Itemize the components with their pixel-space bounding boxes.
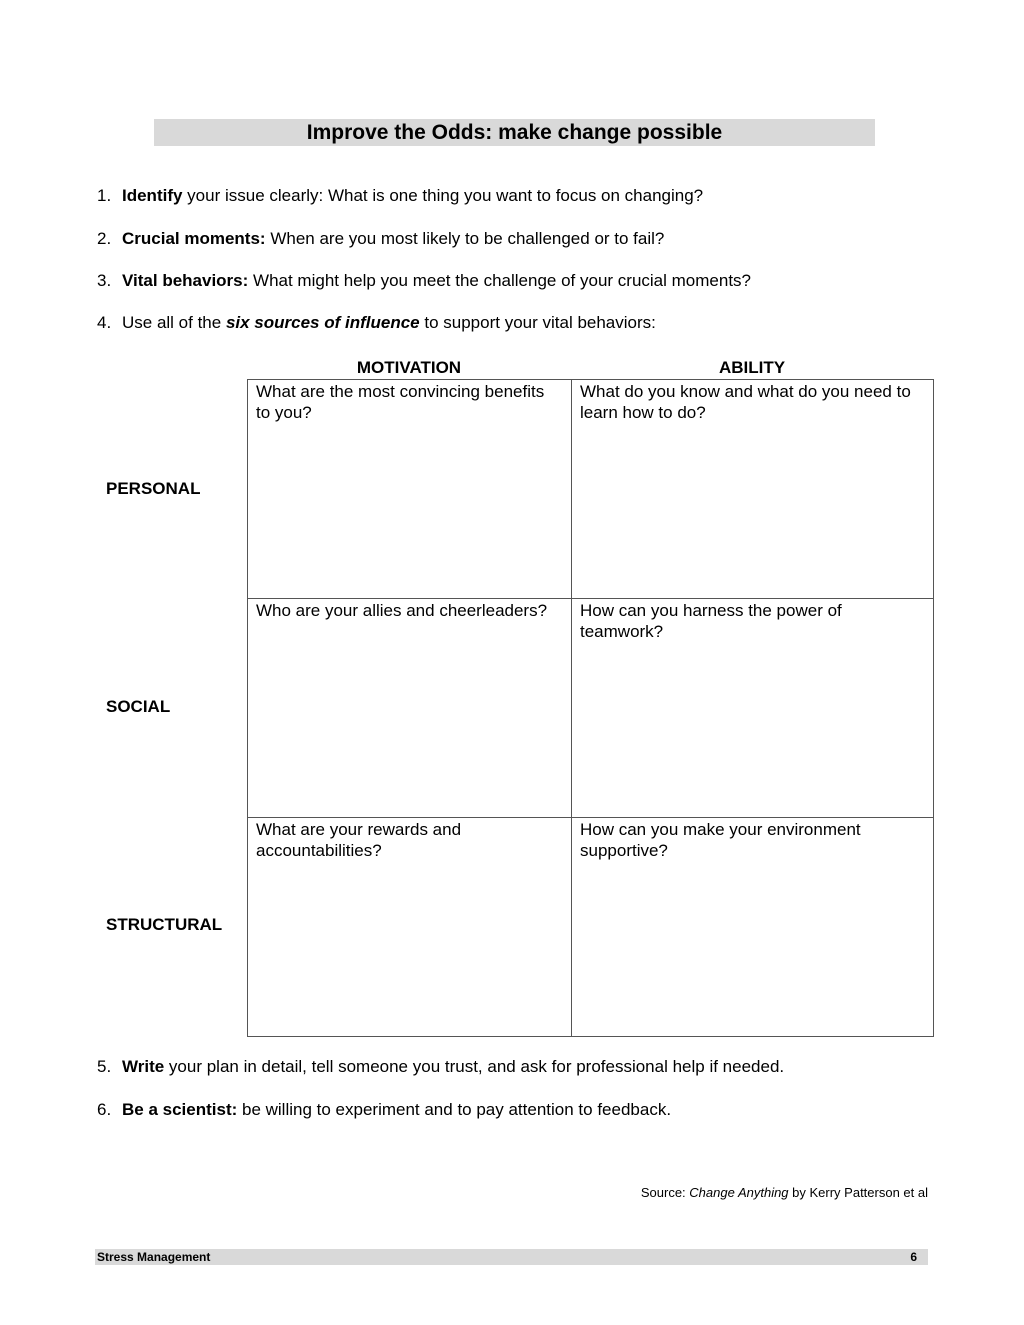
list-item-bold: Write <box>122 1057 165 1076</box>
influence-grid <box>247 379 934 1037</box>
list-item-bold: Vital behaviors: <box>122 271 249 290</box>
list-number: 2. <box>97 229 112 248</box>
list-item-2 <box>97 229 664 249</box>
table-cell: What are the most convincing benefits to you? <box>248 380 572 599</box>
page-footer <box>95 1249 928 1265</box>
list-number: 5. <box>97 1057 112 1076</box>
row-label-structural: STRUCTURAL <box>106 915 223 934</box>
list-item-emphasis: six sources of influence <box>225 313 420 332</box>
list-item-text: your issue clearly: What is one thing you want to focus on changing? <box>182 186 704 205</box>
source-citation <box>641 1185 928 1200</box>
source-author: by Kerry Patterson et al <box>788 1185 928 1200</box>
list-item-text: your plan in detail, tell someone you trust, and ask for professional help if needed. <box>164 1057 785 1076</box>
table-cell: What are your rewards and accountabilities? <box>248 818 572 1037</box>
list-number: 6. <box>97 1100 112 1119</box>
table-row <box>248 818 934 1037</box>
list-item-bold: Be a scientist: <box>122 1100 238 1119</box>
list-item-4 <box>97 313 656 333</box>
table-cell: Who are your allies and cheerleaders? <box>248 599 572 818</box>
list-item-text: be willing to experiment and to pay attention to feedback. <box>237 1100 672 1119</box>
column-header-ability: ABILITY <box>718 358 786 377</box>
list-item-bold: Crucial moments: <box>122 229 266 248</box>
list-item-text: What might help you meet the challenge of your crucial moments? <box>248 271 751 290</box>
row-label-personal: PERSONAL <box>106 479 201 498</box>
row-label-social: SOCIAL <box>106 697 171 716</box>
source-prefix: Source: <box>640 1185 690 1200</box>
list-number: 4. <box>97 313 112 332</box>
list-item-text: When are you most likely to be challenged or to fail? <box>265 229 665 248</box>
list-item-6 <box>97 1100 671 1120</box>
page-number: 6 <box>910 1250 917 1264</box>
table-cell: What do you know and what do you need to learn how to do? <box>572 380 934 599</box>
list-number: 1. <box>97 186 112 205</box>
table-row <box>248 599 934 818</box>
page-title: Improve the Odds: make change possible <box>154 119 875 146</box>
table-cell: How can you harness the power of teamwork? <box>572 599 934 818</box>
list-item-text: to support your vital behaviors: <box>419 313 656 332</box>
list-item-1 <box>97 186 703 206</box>
source-book-title: Change Anything <box>689 1185 789 1200</box>
list-item-5 <box>97 1057 784 1077</box>
list-number: 3. <box>97 271 112 290</box>
column-header-motivation: MOTIVATION <box>356 358 462 377</box>
table-row <box>248 380 934 599</box>
footer-title: Stress Management <box>97 1250 211 1264</box>
list-item-bold: Identify <box>122 186 183 205</box>
table-cell: How can you make your environment supportive? <box>572 818 934 1037</box>
list-item-3 <box>97 271 751 291</box>
list-item-pre: Use all of the <box>122 313 226 332</box>
